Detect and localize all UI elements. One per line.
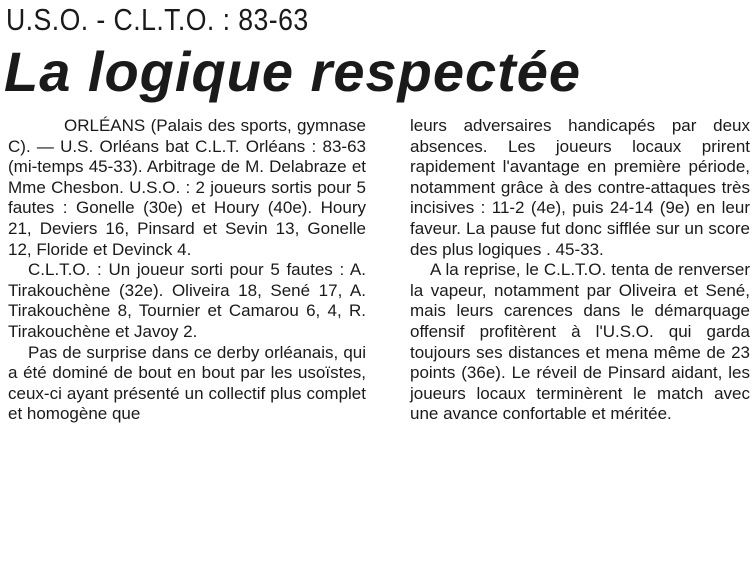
- article-column-right: [410, 116, 750, 425]
- article-headline: U.S.O. - C.L.T.O. : 83-63: [6, 2, 309, 37]
- article-title: La logique respectée: [4, 40, 582, 103]
- article-column-left: [8, 116, 366, 425]
- article-paragraph: ORLÉANS (Palais des sports, gymnase C). — U.S. Orléans bat C.L.T. Orléans : 83-63 (mi-temps 45-33). Arbitrage de M. Delabraze et Mme Chesbon. U.S.O. : 2 joueurs sortis pour 5 fautes : Gonelle (30e) et Houry (40e). Houry 21, Deviers 16, Pinsard et Sevin 13, Gonelle 12, Floride et Devinck 4.: [8, 116, 366, 259]
- article-paragraph: A la reprise, le C.L.T.O. tenta de renverser la vapeur, notamment par Oliveira et Sené, mais leurs carences dans le démarquage offensif profitèrent à l'U.S.O. qui garda toujours ses distances et mena même de 23 points (36e). Le réveil de Pinsard aidant, les joueurs locaux terminèrent le match avec une avance confortable et méritée.: [410, 260, 750, 424]
- article-paragraph: C.L.T.O. : Un joueur sorti pour 5 fautes : A. Tirakouchène (32e). Oliveira 18, Sené 17, A. Tirakouchène 8, Tournier et Camarou 6, 4, R. Tirakouchène et Javoy 2.: [8, 260, 366, 341]
- article-paragraph: Pas de surprise dans ce derby orléanais, qui a été dominé de bout en bout par les usoïstes, ceux-ci ayant présenté un collectif plus complet et homogène que: [8, 342, 366, 424]
- article-paragraph: leurs adversaires handicapés par deux absences. Les joueurs locaux prirent rapidement l'avantage en première période, notamment grâce à des contre-attaques très incisives : 11-2 (4e), puis 24-14 (9e) en leur faveur. La pause fut donc sifflée sur un score des plus logiques . 45-33.: [410, 116, 750, 259]
